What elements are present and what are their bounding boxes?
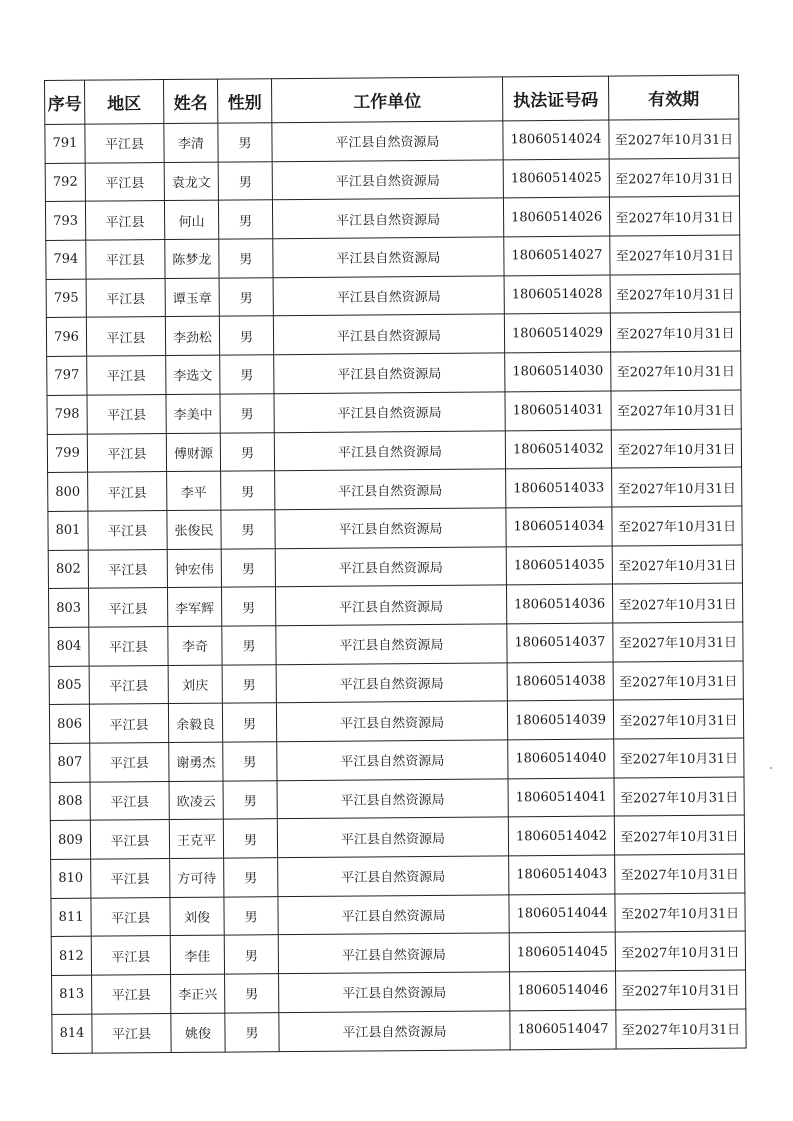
gender-cell: 男 (222, 703, 276, 742)
validity-cell: 至2027年10月31日 (613, 699, 743, 739)
index-cell: 805 (49, 666, 89, 705)
index-cell: 810 (51, 859, 91, 898)
region-cell: 平江县 (88, 510, 167, 549)
work-unit-cell: 平江县自然资源局 (274, 430, 505, 471)
license-number-cell: 18060514027 (504, 236, 610, 276)
license-number-cell: 18060514031 (505, 391, 611, 431)
index-cell: 814 (52, 1014, 92, 1053)
work-unit-cell: 平江县自然资源局 (275, 508, 506, 549)
table-row (47, 390, 741, 434)
table-row (48, 545, 742, 589)
region-cell: 平江县 (90, 781, 169, 820)
name-cell: 何山 (164, 201, 218, 240)
region-cell: 平江县 (89, 704, 168, 743)
region-cell: 平江县 (91, 859, 170, 898)
table-row (49, 622, 743, 666)
gender-cell: 男 (219, 316, 273, 355)
license-number-cell: 18060514045 (509, 932, 615, 972)
index-cell: 802 (48, 550, 88, 589)
gender-cell: 男 (218, 200, 272, 239)
document-page (44, 75, 746, 1060)
header-work-unit: 工作单位 (271, 77, 502, 123)
index-cell: 812 (51, 937, 91, 976)
gender-cell: 男 (225, 974, 279, 1013)
validity-cell: 至2027年10月31日 (609, 119, 739, 159)
index-cell: 813 (52, 975, 92, 1014)
license-number-cell: 18060514030 (505, 352, 611, 392)
name-cell: 姚俊 (171, 1013, 225, 1052)
validity-cell: 至2027年10月31日 (614, 815, 744, 855)
name-cell: 方可待 (170, 858, 224, 897)
header-region: 地区 (85, 80, 164, 125)
table-row (45, 196, 739, 240)
gender-cell: 男 (224, 858, 278, 897)
work-unit-cell: 平江县自然资源局 (279, 1011, 510, 1052)
license-number-cell: 18060514041 (508, 778, 614, 818)
license-number-cell: 18060514032 (505, 430, 611, 470)
validity-cell: 至2027年10月31日 (611, 351, 741, 391)
name-cell: 袁龙文 (164, 162, 218, 201)
gender-cell: 男 (220, 355, 274, 394)
license-number-cell: 18060514024 (503, 120, 609, 160)
name-cell: 刘俊 (170, 897, 224, 936)
table-row (52, 1009, 746, 1053)
index-cell: 796 (46, 318, 86, 357)
table-row (46, 274, 740, 318)
region-cell: 平江县 (90, 743, 169, 782)
license-number-cell: 18060514028 (504, 275, 610, 315)
index-cell: 808 (50, 782, 90, 821)
work-unit-cell: 平江县自然资源局 (272, 198, 503, 239)
license-number-cell: 18060514039 (507, 700, 613, 740)
validity-cell: 至2027年10月31日 (612, 467, 742, 507)
region-cell: 平江县 (88, 588, 167, 627)
index-cell: 798 (47, 395, 87, 434)
work-unit-cell: 平江县自然资源局 (273, 276, 504, 317)
index-cell: 794 (46, 240, 86, 279)
region-cell: 平江县 (88, 549, 167, 588)
name-cell: 谢勇杰 (169, 742, 223, 781)
index-cell: 795 (46, 279, 86, 318)
license-number-cell: 18060514036 (506, 584, 612, 624)
header-gender: 性别 (217, 79, 271, 123)
validity-cell: 至2027年10月31日 (614, 738, 744, 778)
license-number-cell: 18060514047 (510, 1010, 616, 1050)
validity-cell: 至2027年10月31日 (613, 622, 743, 662)
region-cell: 平江县 (85, 201, 164, 240)
index-cell: 800 (48, 472, 88, 511)
index-cell: 803 (48, 588, 88, 627)
license-number-cell: 18060514037 (507, 623, 613, 663)
validity-cell: 至2027年10月31日 (615, 854, 745, 894)
region-cell: 平江县 (89, 665, 168, 704)
gender-cell: 男 (218, 161, 272, 200)
table-row (51, 893, 745, 937)
gender-cell: 男 (222, 664, 276, 703)
validity-cell: 至2027年10月31日 (612, 506, 742, 546)
validity-cell: 至2027年10月31日 (611, 429, 741, 469)
gender-cell: 男 (221, 587, 275, 626)
validity-cell: 至2027年10月31日 (615, 931, 745, 971)
work-unit-cell: 平江县自然资源局 (275, 585, 506, 626)
table-row (45, 119, 739, 163)
work-unit-cell: 平江县自然资源局 (277, 817, 508, 858)
index-cell: 801 (48, 511, 88, 550)
region-cell: 平江县 (85, 124, 164, 163)
gender-cell: 男 (221, 510, 275, 549)
region-cell: 平江县 (90, 820, 169, 859)
name-cell: 钟宏伟 (167, 549, 221, 588)
work-unit-cell: 平江县自然资源局 (276, 624, 507, 665)
table-row (52, 970, 746, 1014)
index-cell: 797 (47, 356, 87, 395)
license-number-cell: 18060514038 (507, 662, 613, 702)
gender-cell: 男 (221, 548, 275, 587)
region-cell: 平江县 (92, 975, 171, 1014)
work-unit-cell: 平江县自然资源局 (278, 856, 509, 897)
work-unit-cell: 平江县自然资源局 (275, 546, 506, 587)
header-index: 序号 (45, 80, 85, 124)
table-row (51, 854, 745, 898)
license-number-cell: 18060514029 (504, 313, 610, 353)
gender-cell: 男 (220, 432, 274, 471)
work-unit-cell: 平江县自然资源局 (277, 740, 508, 781)
work-unit-cell: 平江县自然资源局 (272, 160, 503, 201)
name-cell: 陈梦龙 (165, 239, 219, 278)
index-cell: 804 (49, 627, 89, 666)
work-unit-cell: 平江县自然资源局 (278, 933, 509, 974)
table-row (48, 506, 742, 550)
region-cell: 平江县 (92, 1013, 171, 1052)
validity-cell: 至2027年10月31日 (610, 235, 740, 275)
work-unit-cell: 平江县自然资源局 (276, 701, 507, 742)
region-cell: 平江县 (88, 472, 167, 511)
name-cell: 李军辉 (167, 587, 221, 626)
gender-cell: 男 (223, 780, 277, 819)
table-header-row (45, 75, 739, 124)
table-row (47, 429, 741, 473)
validity-cell: 至2027年10月31日 (610, 274, 740, 314)
work-unit-cell: 平江县自然资源局 (273, 314, 504, 355)
name-cell: 李奇 (168, 626, 222, 665)
license-number-cell: 18060514046 (510, 971, 616, 1011)
region-cell: 平江县 (91, 897, 170, 936)
name-cell: 李选文 (166, 355, 220, 394)
table-row (48, 467, 742, 511)
gender-cell: 男 (225, 1012, 279, 1051)
validity-cell: 至2027年10月31日 (611, 390, 741, 430)
gender-cell: 男 (221, 471, 275, 510)
name-cell: 李劲松 (165, 317, 219, 356)
gender-cell: 男 (220, 394, 274, 433)
region-cell: 平江县 (86, 278, 165, 317)
region-cell: 平江县 (87, 433, 166, 472)
license-number-cell: 18060514044 (509, 894, 615, 934)
index-cell: 791 (45, 124, 85, 163)
region-cell: 平江县 (86, 317, 165, 356)
name-cell: 王克平 (169, 819, 223, 858)
gender-cell: 男 (219, 277, 273, 316)
name-cell: 谭玉章 (165, 278, 219, 317)
table-row (46, 235, 740, 279)
header-validity: 有效期 (608, 75, 738, 120)
validity-cell: 至2027年10月31日 (609, 196, 739, 236)
name-cell: 余毅良 (168, 703, 222, 742)
index-cell: 793 (45, 202, 85, 241)
index-cell: 806 (49, 704, 89, 743)
region-cell: 平江县 (86, 240, 165, 279)
table-row (49, 661, 743, 705)
validity-cell: 至2027年10月31日 (616, 1009, 746, 1049)
gender-cell: 男 (223, 819, 277, 858)
work-unit-cell: 平江县自然资源局 (278, 895, 509, 936)
table-row (51, 931, 745, 975)
gender-cell: 男 (218, 123, 272, 162)
gender-cell: 男 (224, 896, 278, 935)
table-body (45, 119, 746, 1053)
work-unit-cell: 平江县自然资源局 (277, 779, 508, 820)
license-number-cell: 18060514035 (506, 546, 612, 586)
license-number-cell: 18060514042 (508, 816, 614, 856)
work-unit-cell: 平江县自然资源局 (272, 121, 503, 162)
personnel-table (44, 75, 747, 1054)
validity-cell: 至2027年10月31日 (614, 777, 744, 817)
name-cell: 刘庆 (168, 665, 222, 704)
table-row (50, 777, 744, 821)
region-cell: 平江县 (91, 936, 170, 975)
table-row (50, 738, 744, 782)
index-cell: 809 (50, 821, 90, 860)
work-unit-cell: 平江县自然资源局 (279, 972, 510, 1013)
header-name: 姓名 (164, 79, 218, 123)
name-cell: 李美中 (166, 394, 220, 433)
region-cell: 平江县 (89, 626, 168, 665)
work-unit-cell: 平江县自然资源局 (276, 663, 507, 704)
header-license-number: 执法证号码 (502, 76, 608, 121)
name-cell: 李正兴 (171, 974, 225, 1013)
name-cell: 欧凌云 (169, 781, 223, 820)
gender-cell: 男 (223, 742, 277, 781)
gender-cell: 男 (219, 239, 273, 278)
license-number-cell: 18060514040 (508, 739, 614, 779)
index-cell: 799 (47, 434, 87, 473)
validity-cell: 至2027年10月31日 (612, 545, 742, 585)
table-row (48, 583, 742, 627)
region-cell: 平江县 (85, 162, 164, 201)
name-cell: 张俊民 (167, 510, 221, 549)
validity-cell: 至2027年10月31日 (615, 893, 745, 933)
region-cell: 平江县 (87, 356, 166, 395)
table-row (50, 815, 744, 859)
license-number-cell: 18060514034 (506, 507, 612, 547)
license-number-cell: 18060514043 (509, 855, 615, 895)
license-number-cell: 18060514025 (503, 159, 609, 199)
license-number-cell: 18060514026 (503, 197, 609, 237)
validity-cell: 至2027年10月31日 (616, 970, 746, 1010)
license-number-cell: 18060514033 (506, 468, 612, 508)
scan-speck (770, 767, 772, 769)
table-row (45, 158, 739, 202)
table-row (47, 351, 741, 395)
name-cell: 李平 (167, 471, 221, 510)
work-unit-cell: 平江县自然资源局 (273, 237, 504, 278)
index-cell: 792 (45, 163, 85, 202)
region-cell: 平江县 (87, 394, 166, 433)
work-unit-cell: 平江县自然资源局 (274, 353, 505, 394)
index-cell: 811 (51, 898, 91, 937)
work-unit-cell: 平江县自然资源局 (274, 392, 505, 433)
index-cell: 807 (50, 743, 90, 782)
gender-cell: 男 (222, 626, 276, 665)
gender-cell: 男 (224, 935, 278, 974)
table-row (46, 312, 740, 356)
work-unit-cell: 平江县自然资源局 (275, 469, 506, 510)
validity-cell: 至2027年10月31日 (612, 583, 742, 623)
table-row (49, 699, 743, 743)
validity-cell: 至2027年10月31日 (609, 158, 739, 198)
name-cell: 李清 (164, 123, 218, 162)
validity-cell: 至2027年10月31日 (610, 312, 740, 352)
name-cell: 傅财源 (166, 433, 220, 472)
name-cell: 李佳 (170, 936, 224, 975)
validity-cell: 至2027年10月31日 (613, 661, 743, 701)
